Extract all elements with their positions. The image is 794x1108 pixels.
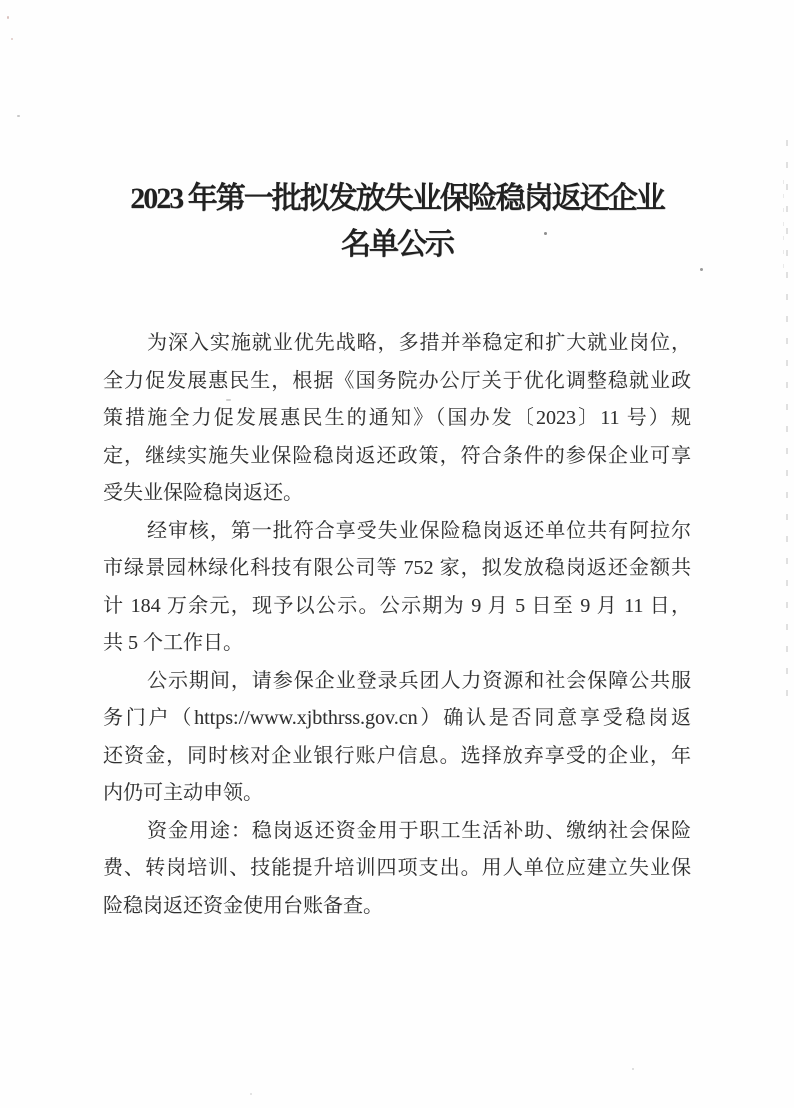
paragraph-4	[103, 813, 691, 926]
scan-speck	[226, 399, 231, 401]
body-text-line: 市绿景园林绿化科技有限公司等 752 家，拟发放稳岗返还金额共	[103, 557, 691, 579]
scan-edge-noise	[786, 140, 788, 700]
body-text-line: 计 184 万余元，现予以公示。公示期为 9 月 5 日至 9 月 11 日，	[103, 594, 691, 617]
body-text-line: 经审核，第一批符合享受失业保险稳岗返还单位共有阿拉尔	[147, 519, 691, 542]
body-text-line: 内仍可主动申领。	[103, 782, 263, 804]
paragraph-1	[103, 325, 691, 513]
body-text-line: 定，继续实施失业保险稳岗返还政策，符合条件的参保企业可享	[103, 444, 691, 467]
scan-edge-noise	[783, 180, 784, 270]
body-text-line: 费、转岗培训、技能提升培训四项支出。用人单位应建立失业保	[103, 857, 691, 879]
body-text-line: 险稳岗返还资金使用台账备查。	[103, 894, 383, 917]
body-text-line: 务门户（https://www.xjbthrss.gov.cn）确认是否同意享受稳岗返	[103, 707, 691, 729]
body-text-line: 策措施全力促发展惠民生的通知》（国办发〔2023〕11 号）规	[103, 407, 691, 429]
scan-speck	[250, 1093, 252, 1095]
scan-speck	[700, 268, 703, 271]
body-text-line: 资金用途：稳岗返还资金用于职工生活补助、缴纳社会保险	[147, 819, 691, 842]
title-line-1: 2023 年第一批拟发放失业保险稳岗返还企业	[130, 182, 664, 215]
title-line-2: 名单公示	[341, 228, 453, 261]
paragraph-2	[103, 513, 691, 663]
document-title	[0, 176, 794, 268]
paragraph-3	[103, 663, 691, 813]
body-text-line: 还资金，同时核对企业银行账户信息。选择放弃享受的企业，年	[103, 744, 691, 767]
body-text-line: 为深入实施就业优先战略，多措并举稳定和扩大就业岗位，	[147, 332, 691, 354]
body-text-line: 共 5 个工作日。	[103, 632, 243, 654]
scan-speck	[11, 38, 13, 40]
document-body	[103, 325, 691, 925]
body-text-line: 公示期间，请参保企业登录兵团人力资源和社会保障公共服	[147, 669, 691, 692]
scan-speck	[17, 115, 20, 117]
scan-speck	[544, 232, 547, 235]
body-text-line: 全力促发展惠民生，根据《国务院办公厅关于优化调整稳就业政	[103, 369, 691, 392]
body-text-line: 受失业保险稳岗返还。	[103, 482, 303, 504]
scan-speck	[632, 1068, 634, 1070]
scan-speck	[7, 16, 9, 19]
